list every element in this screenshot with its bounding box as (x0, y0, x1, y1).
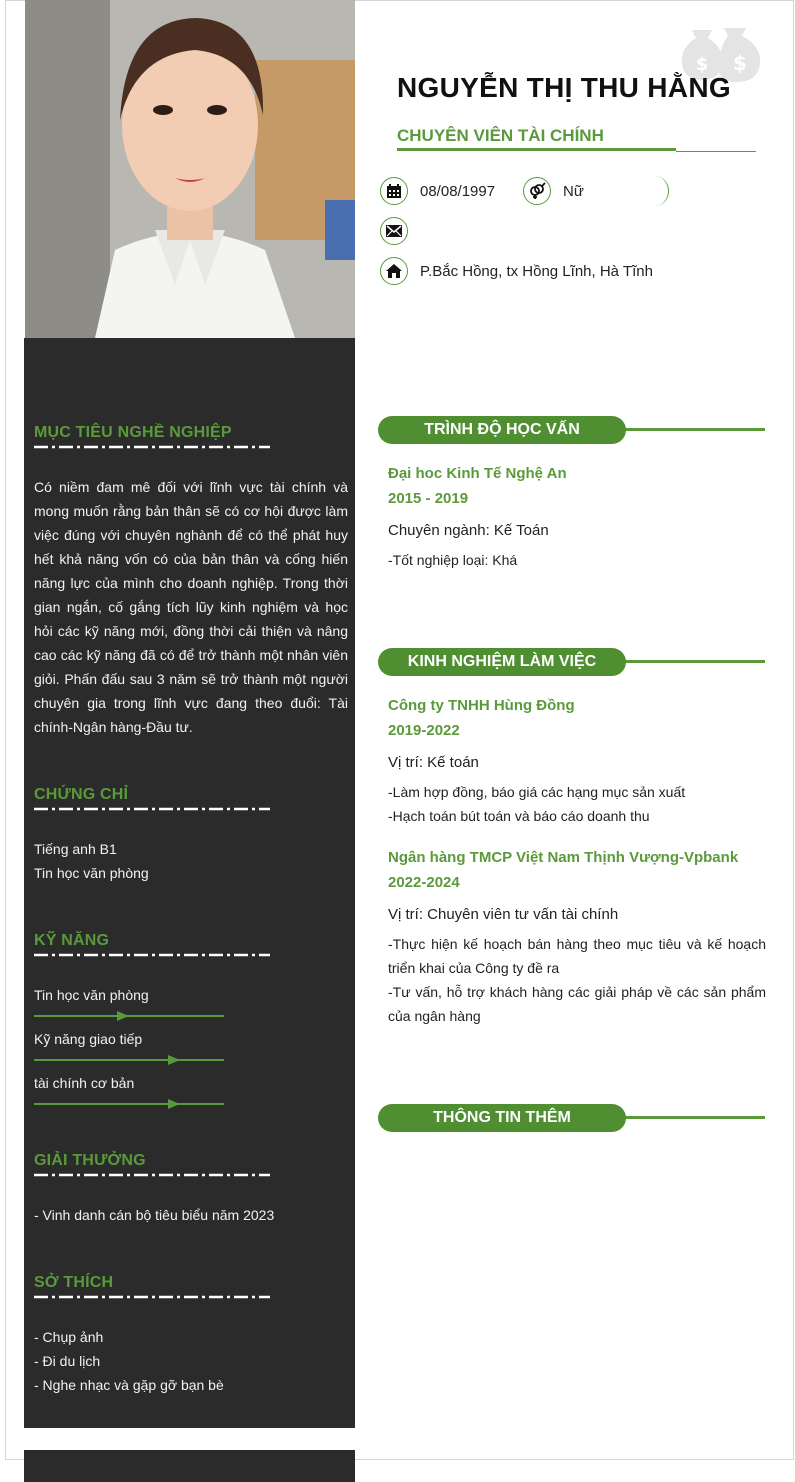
profile-photo (25, 0, 355, 338)
education-major: Chuyên ngành: Kế Toán (388, 522, 549, 539)
home-icon (380, 257, 408, 285)
school-name: Đại hoc Kinh Tế Nghệ An (388, 465, 567, 482)
awards-heading: GIẢI THƯỞNG (34, 1152, 146, 1169)
skill-label: Kỹ năng giao tiếp (34, 1031, 143, 1047)
job-duty: -Tư vấn, hỗ trợ khách hàng các giải pháp về các sản phẩm của ngân hàng (388, 984, 766, 1024)
calendar-icon (380, 177, 408, 205)
skill-label: tài chính cơ bản (34, 1075, 135, 1091)
envelope-icon (380, 217, 408, 245)
empty-contact-icon (641, 176, 669, 206)
job-position: Vị trí: Kế toán (388, 754, 479, 771)
svg-text:$: $ (695, 54, 709, 75)
skills-divider (34, 953, 270, 957)
skill-level-marker (168, 1099, 180, 1109)
objective-heading: MỤC TIÊU NGHỀ NGHIỆP (34, 424, 232, 441)
job-period: 2019-2022 (388, 722, 460, 739)
job-duty: -Thực hiện kế hoạch bán hàng theo mục tiêu và kế hoạch triển khai của Công ty đề ra (388, 936, 766, 976)
skill-bar (34, 1055, 224, 1065)
job-duty: -Làm hợp đồng, báo giá các hạng mục sản xuất (388, 784, 686, 800)
candidate-role: CHUYÊN VIÊN TÀI CHÍNH (397, 126, 604, 145)
skills-heading: KỸ NĂNG (34, 932, 110, 949)
objective-divider (34, 445, 270, 449)
gender-icon (523, 177, 551, 205)
hobbies-heading: SỞ THÍCH (34, 1274, 114, 1291)
education-grade: -Tốt nghiệp loại: Khá (388, 552, 518, 568)
hobbies-divider (34, 1295, 270, 1299)
experience-rule (620, 660, 765, 663)
svg-text:$: $ (733, 51, 747, 75)
hobby-item: - Chụp ảnh (34, 1329, 104, 1345)
address: P.Bắc Hồng, tx Hồng Lĩnh, Hà Tĩnh (420, 263, 653, 280)
job-duty: -Hạch toán bút toán và báo cáo doanh thu (388, 808, 650, 824)
skill-level-marker (117, 1011, 129, 1021)
company-name: Công ty TNHH Hùng Đồng (388, 697, 575, 714)
skill-label: Tin học văn phòng (34, 987, 149, 1003)
sidebar-footer (24, 1450, 355, 1482)
objective-text: Có niềm đam mê đối với lĩnh vực tài chính và mong muốn rằng bản thân sẽ có cơ hội được làm việc đúng với chuyên nghành để có thể phát huy hết khả năng vốn có của bản thân và cống hiến năng lực của mình cho doanh nghiệp. Trong thời gian ngắn, cố gắng tích lũy kinh nghiệm và học hỏi các kỹ năng mới, đồng thời cải thiện và nâng cao các kỹ năng đã có để trở thành một nhân viên giỏi. Phấn đấu sau 3 năm sẽ trở thành một người chuyên gia trong lĩnh vực đang theo đuổi: Tài chính-Ngân hàng-Đầu tư. (34, 479, 348, 735)
job-period: 2022-2024 (388, 874, 460, 891)
hobby-item: - Đi du lịch (34, 1353, 101, 1369)
education-heading: TRÌNH ĐỘ HỌC VẤN (378, 416, 626, 444)
birthday: 08/08/1997 (420, 183, 496, 200)
skill-level-marker (168, 1055, 180, 1065)
additional-rule (620, 1116, 765, 1119)
skill-bar (34, 1099, 224, 1109)
role-underline-thin (676, 151, 756, 152)
certificates-divider (34, 807, 270, 811)
award-item: - Vinh danh cán bộ tiêu biểu năm 2023 (34, 1207, 275, 1223)
gender: Nữ (563, 183, 584, 200)
certificate-item: Tiếng anh B1 (34, 841, 117, 857)
certificates-heading: CHỨNG CHỈ (34, 786, 129, 803)
candidate-name: NGUYỄN THỊ THU HẰNG (397, 72, 731, 103)
additional-heading: THÔNG TIN THÊM (378, 1104, 626, 1132)
job-position: Vị trí: Chuyên viên tư vấn tài chính (388, 906, 619, 923)
experience-heading: KINH NGHIỆM LÀM VIỆC (378, 648, 626, 676)
education-rule (620, 428, 765, 431)
hobby-item: - Nghe nhạc và gặp gỡ bạn bè (34, 1377, 224, 1393)
education-period: 2015 - 2019 (388, 490, 469, 507)
role-underline (397, 148, 676, 151)
certificate-item: Tin học văn phòng (34, 865, 149, 881)
company-name: Ngân hàng TMCP Việt Nam Thịnh Vượng-Vpbank (388, 849, 739, 866)
awards-divider (34, 1173, 270, 1177)
skill-bar (34, 1011, 224, 1021)
